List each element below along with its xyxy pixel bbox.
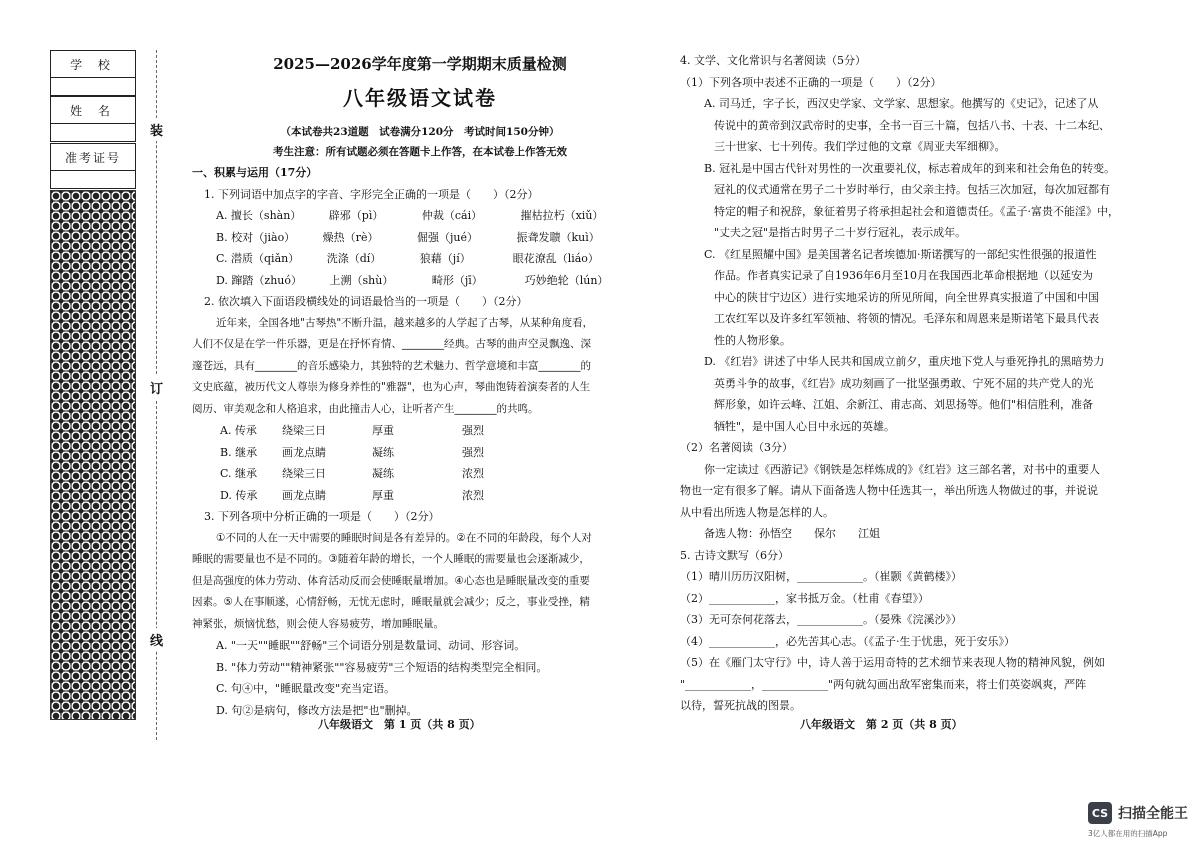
text-line: 特定的帽子和祝辞，象征着男子将承担起社会和道德责任。《孟子·富贵不能淫》中， — [714, 204, 1119, 218]
text-line: 三十世家、七十列传。我们学过他的文章《周亚夫军细柳》。 — [714, 140, 1006, 153]
text-line: 备选人物：孙悟空 保尔 江姐 — [704, 527, 880, 540]
option-cell: A. 传承 — [220, 424, 257, 437]
pattern-strip — [50, 190, 136, 720]
text-line: 4. 文学、文化常识与名著阅读（5分） — [680, 54, 866, 67]
text-line: 冠礼的仪式通常在男子二十岁时举行，由父亲主持。包括三次加冠，每次加冠都有 — [714, 183, 1110, 196]
option-cell: 凝练 — [372, 445, 394, 459]
text-line: （2）____________，家书抵万金。（杜甫《春望》） — [680, 591, 929, 605]
question-2-options — [192, 420, 648, 506]
option-cell: 浓烈 — [462, 488, 484, 502]
text-line: 2. 依次填入下面语段横线处的词语最恰当的一项是（ ）（2分） — [204, 295, 528, 308]
option-cell: 厚重 — [372, 424, 394, 437]
text-line: 中心的陕甘宁边区）进行实地采访的所见所闻，向全世界真实报道了中国和中国 — [714, 290, 1099, 304]
school-field — [50, 77, 136, 96]
text-line: 你一定读过《西游记》《钢铁是怎样炼成的》《红岩》这三部名著，对书中的重要人 — [704, 462, 1100, 476]
exam-title: 2025—2026学年度第一学期期末质量检测 — [273, 55, 567, 73]
text-line: B. "体力劳动""精神紧张""容易疲劳"三个短语的结构类型完全相同。 — [216, 660, 548, 674]
text-line: 传说中的黄帝到汉武帝时的史事，全书一百三十篇，包括八书、十表、十二本纪、 — [714, 118, 1110, 132]
text-line: D. 蹿踏（zhuó） 上溯（shù） 畸形（jī） 巧妙绝轮（lún） — [216, 273, 609, 287]
name-label: 姓 名 — [50, 96, 136, 124]
id-field — [50, 170, 136, 189]
text-line: （3）无可奈何花落去，____________。（晏殊《浣溪沙》） — [680, 613, 962, 626]
option-cell: D. 传承 — [220, 488, 258, 502]
text-line: 但是高强度的体力劳动、体育活动反而会使睡眠量增加。④心态也是睡眠量改变的重要 — [192, 574, 590, 587]
text-line: 神紧张，烦恼忧愁，则会使人容易疲劳，增加睡眠量。 — [192, 617, 444, 630]
scanner-watermark — [1088, 802, 1188, 824]
page-2-footer: 八年级语文 第 2 页（共 8 页） — [800, 718, 963, 731]
option-cell: B. 继承 — [220, 445, 258, 459]
school-label: 学 校 — [50, 50, 136, 78]
page-2-column — [680, 50, 1120, 717]
id-label: 准考证号 — [50, 143, 136, 171]
exam-meta: （本试卷共23道题 试卷满分120分 考试时间150分钟） — [280, 126, 560, 138]
text-line: "____________，____________"两句就勾画出敌军密集而来，将士们英姿飒爽，严阵 — [680, 677, 1087, 691]
text-line: A. "一天""睡眠""舒畅"三个词语分别是数量词、动词、形容词。 — [216, 639, 526, 652]
text-line: 物也一定有很多了解。请从下面备选人物中任选其一，举出所选人物做过的事，并说说 — [680, 484, 1098, 497]
page-1-footer: 八年级语文 第 1 页（共 8 页） — [318, 718, 481, 731]
watermark-tagline: 3亿人都在用的扫描App — [1088, 829, 1168, 838]
option-cell: 浓烈 — [462, 467, 484, 480]
text-line: （2）名著阅读（3分） — [680, 441, 793, 454]
text-line: 人们不仅是在学一件乐器，更是在抒怀育情、________经典。古琴的曲声空灵飘逸、深 — [192, 338, 591, 350]
text-line: A. 司马迁，字子长，西汉史学家、文学家、思想家。他撰写的《史记》，记述了从 — [704, 97, 1099, 110]
text-line: "丈夫之冠"是指古时男子二十岁行冠礼，表示成年。 — [714, 226, 967, 239]
option-row — [192, 442, 648, 464]
text-line: B. 校对（jiào） 燥热（rè） 倔强（jué） 振聋发聩（kuì） — [216, 230, 600, 244]
exam-notice: 考生注意：所有试题必须在答题卡上作答，在本试卷上作答无效 — [273, 146, 567, 158]
option-cell: 绕梁三日 — [282, 424, 326, 437]
text-line: （1）晴川历历汉阳树，____________。（崔颢《黄鹤楼》） — [680, 570, 962, 583]
text-line: 5. 古诗文默写（6分） — [680, 548, 789, 562]
text-line: C. 《红星照耀中国》是美国著名记者埃德加·斯诺撰写的一部纪实性很强的报道性 — [704, 247, 1097, 261]
binding-char-zhuang: 装 — [150, 118, 163, 141]
text-line: 文史底蕴，被历代文人尊崇为修身养性的"雅器"，也为心声，琴曲饱铸着演奏者的人生 — [192, 381, 591, 393]
option-cell: 绕梁三日 — [282, 467, 326, 480]
watermark-name: 扫描全能王 — [1118, 806, 1188, 822]
text-line: 工农红军以及许多红军领袖、将领的情况。毛泽东和周恩来是斯诺笔下最具代表 — [714, 312, 1099, 325]
option-row — [192, 463, 648, 485]
option-row — [192, 420, 648, 442]
text-line: 英勇斗争的故事，《红岩》成功刻画了一批坚强勇敢、宁死不屈的共产党人的光 — [714, 376, 1094, 390]
exam-subtitle: 八年级语文试卷 — [343, 86, 497, 110]
text-line: 睡眠的需要量也不是不同的。③随着年龄的增长，一个人睡眠的需要量也会逐渐减少， — [192, 553, 590, 565]
text-line: 以待，誓死抗战的图景。 — [680, 699, 801, 712]
text-line: 邃苍远，具有________的音乐感染力，其独特的艺术魅力、哲学意境和丰富________的 — [192, 359, 591, 372]
text-line: 辉形象，如许云峰、江姐、余新江、甫志高、刘思扬等。他们"相信胜利，准备 — [714, 398, 1094, 411]
option-cell: 强烈 — [462, 445, 484, 459]
text-line: 近年来，全国各地"古琴热"不断升温，越来越多的人学起了古琴，从某种角度看， — [216, 316, 594, 329]
text-line: 3. 下列各项中分析正确的一项是（ ）（2分） — [204, 510, 440, 523]
binding-char-xian: 线 — [150, 628, 163, 651]
text-line: （1）下列各项中表述不正确的一项是（ ）（2分） — [680, 75, 942, 89]
name-field — [50, 123, 136, 142]
text-line: 作品。作者真实记录了自1936年6月至10月在我国西北革命根据地（以延安为 — [714, 269, 1093, 282]
option-cell: 强烈 — [462, 424, 484, 437]
question-block-1 — [192, 162, 648, 420]
text-line: D. 句②是病句，修改方法是把"也"删掉。 — [216, 703, 418, 717]
option-cell: 画龙点睛 — [282, 488, 326, 502]
text-line: 从中看出所选人物是怎样的人。 — [680, 505, 834, 519]
text-line: （4）____________，必先苦其心志。（《孟子·生于忧患，死于安乐》） — [680, 634, 1015, 648]
text-line: C. 潜质（qiǎn） 洗涤（dí） 狼藉（jí） 眼花潦乱（liáo） — [216, 252, 599, 265]
text-line: 阅历、审美观念和人格追求，由此撞击人心，让听者产生________的共鸣。 — [192, 402, 539, 415]
text-line: ①不同的人在一天中需要的睡眠时间是各有差异的。②在不同的年龄段，每个人对 — [216, 531, 592, 544]
text-line: 1. 下列词语中加点字的字音、字形完全正确的一项是（ ）（2分） — [204, 187, 539, 201]
text-line: （5）在《雁门太守行》中，诗人善于运用奇特的艺术细节来表现人物的精神风貌，例如 — [680, 656, 1105, 669]
option-cell: 凝练 — [372, 467, 394, 480]
question-block-3 — [192, 506, 648, 721]
text-line: 性的人物形象。 — [714, 333, 791, 347]
text-line: C. 句④中，"睡眠量改变"充当定语。 — [216, 682, 396, 695]
option-cell: C. 继承 — [220, 467, 258, 480]
page-1-column — [192, 50, 648, 721]
text-line: B. 冠礼是中国古代针对男性的一次重要礼仪，标志着成年的到来和社会角色的转变。 — [704, 161, 1116, 175]
text-line: A. 擅长（shàn） 辟邪（pì） 仲裁（cái） 摧枯拉朽（xiǔ） — [216, 209, 604, 222]
camscanner-logo-icon: CS — [1088, 802, 1112, 824]
question-block-4-5 — [680, 50, 1120, 717]
text-line: 因素。⑤人在事顺遂，心情舒畅，无忧无虑时，睡眠量就会减少；反之，事业受挫，精 — [192, 596, 590, 608]
option-row — [192, 485, 648, 507]
option-cell: 画龙点睛 — [282, 445, 326, 459]
text-line: D. 《红岩》讲述了中华人民共和国成立前夕，重庆地下党人与垂死挣扎的黑暗势力 — [704, 355, 1105, 368]
text-line: 一、积累与运用（17分） — [192, 166, 318, 179]
binding-char-ding: 订 — [150, 376, 163, 399]
text-line: 牺牲"，是中国人心目中永远的英雄。 — [714, 419, 896, 433]
option-cell: 厚重 — [372, 488, 394, 502]
